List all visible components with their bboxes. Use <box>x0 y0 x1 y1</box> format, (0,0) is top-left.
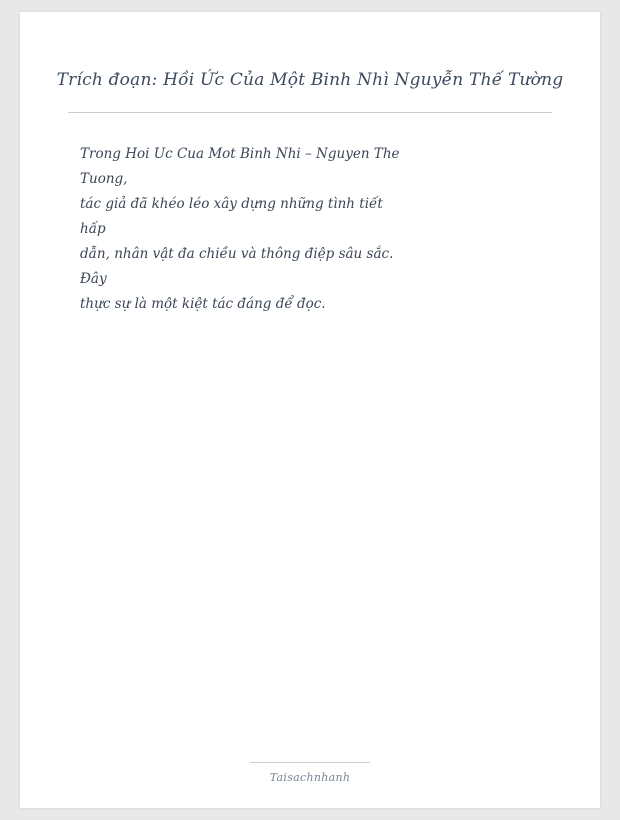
body-line: dẫn, nhân vật đa chiều và thông điệp sâu sắc. <box>80 246 394 262</box>
footer-divider <box>250 762 370 763</box>
body-line: tác giả đã khéo léo xây dựng những tình tiết <box>80 196 383 212</box>
page-title: Trích đoạn: Hồi Ức Của Một Binh Nhì Nguyễn Thế Tường <box>56 70 564 90</box>
document-page <box>20 12 600 808</box>
page-footer <box>20 762 600 784</box>
body-line: Đây <box>80 271 107 287</box>
page-inner <box>20 12 600 808</box>
body-line: thực sự là một kiệt tác đáng để đọc. <box>80 296 326 312</box>
body-line: hấp <box>80 221 106 237</box>
footer-watermark: Taisachnhanh <box>269 771 351 784</box>
body-line: Tuong, <box>80 171 128 187</box>
document-body <box>80 142 540 317</box>
title-divider <box>68 112 552 113</box>
body-line: Trong Hoi Uc Cua Mot Binh Nhi – Nguyen The <box>80 146 400 162</box>
